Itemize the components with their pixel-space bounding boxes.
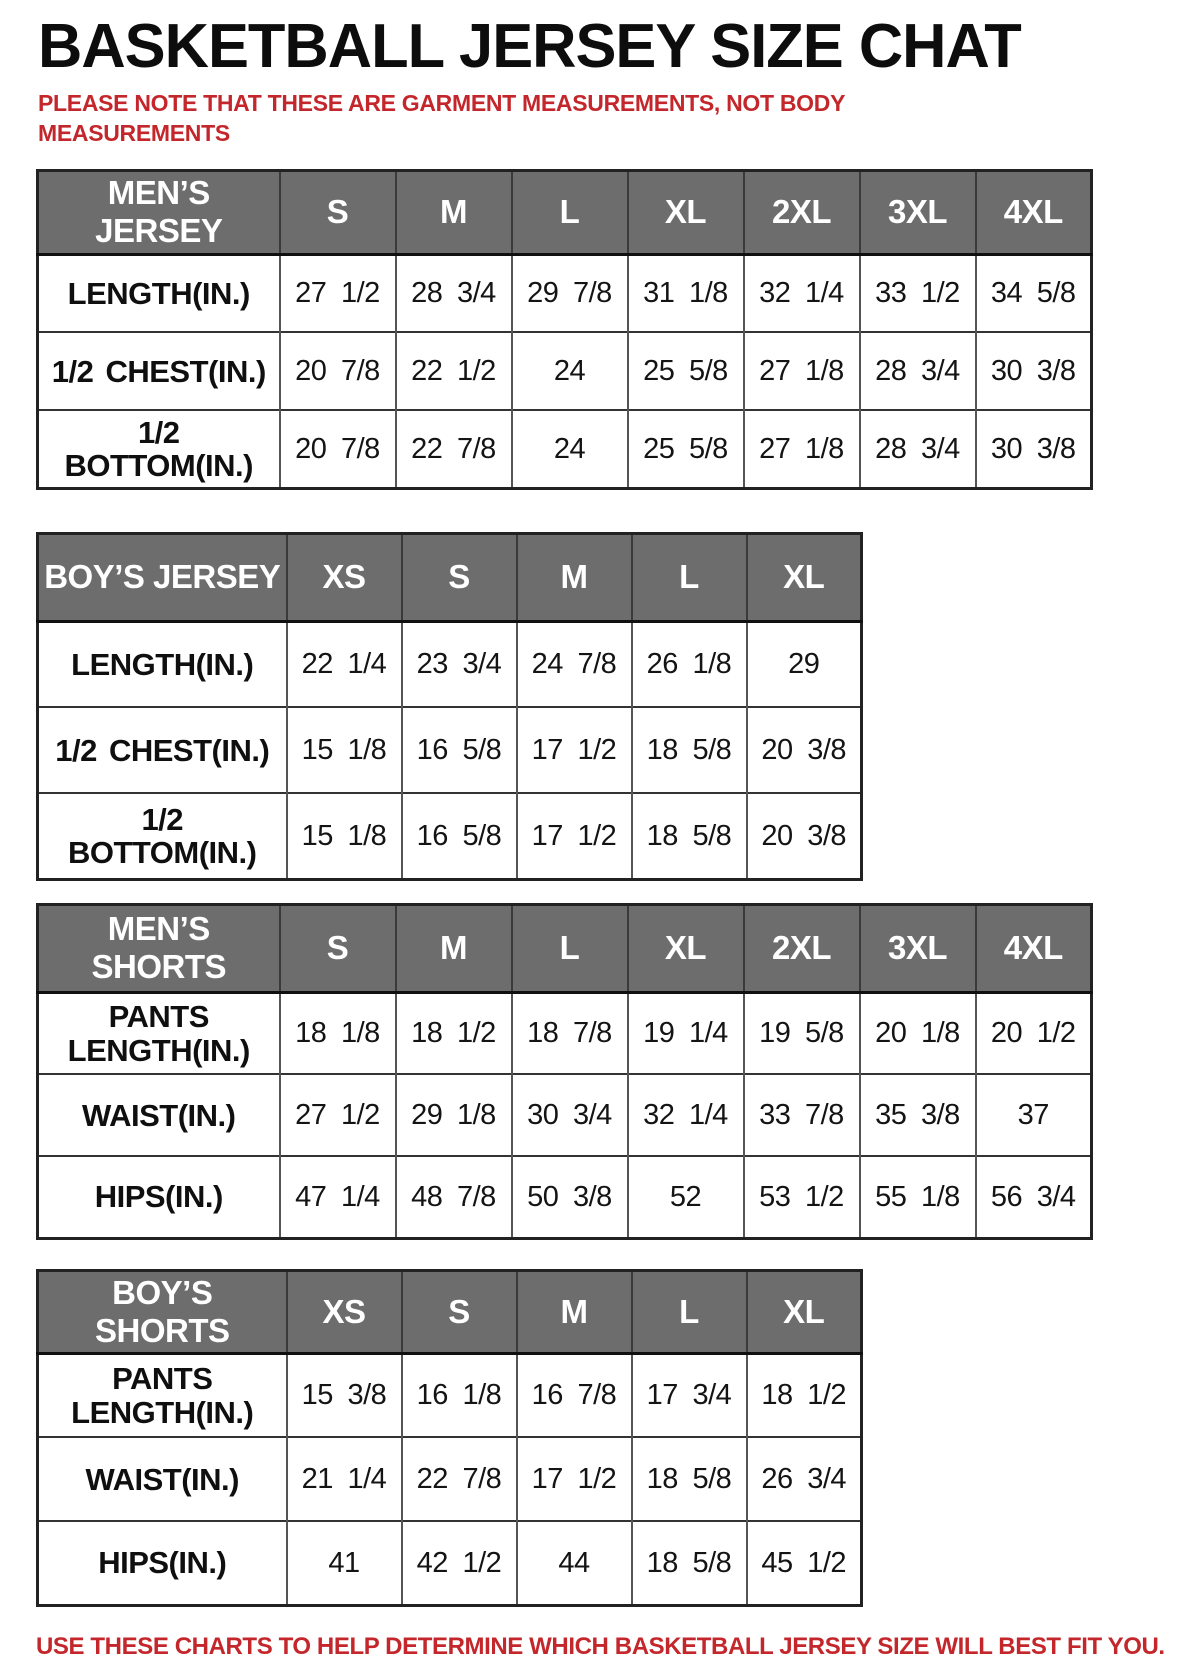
size-value: 25 5/8 [628, 410, 744, 488]
size-value: 20 7/8 [280, 410, 396, 488]
table-row [38, 1521, 862, 1605]
table-row [38, 1353, 862, 1437]
size-value: 50 3/8 [512, 1156, 628, 1238]
size-col-header: L [512, 170, 628, 254]
size-value: 16 1/8 [402, 1353, 517, 1437]
size-col-header: XS [287, 1270, 402, 1353]
boys-jersey-table [36, 532, 863, 881]
size-value: 35 3/8 [860, 1074, 976, 1156]
size-value: 18 1/2 [396, 992, 512, 1074]
size-col-header: 3XL [860, 170, 976, 254]
size-value: 33 7/8 [744, 1074, 860, 1156]
row-label: 1/2 CHEST(IN.) [55, 732, 270, 768]
size-value: 18 5/8 [632, 793, 747, 879]
row-label: WAIST(IN.) [85, 1461, 239, 1497]
table-row [38, 410, 1092, 488]
size-value: 30 3/8 [976, 410, 1092, 488]
size-value: 44 [517, 1521, 632, 1605]
size-value: 53 1/2 [744, 1156, 860, 1238]
size-value: 30 3/8 [976, 332, 1092, 410]
size-value: 18 5/8 [632, 707, 747, 793]
size-value: 23 3/4 [402, 621, 517, 707]
size-value: 31 1/8 [628, 254, 744, 332]
size-value: 27 1/8 [744, 332, 860, 410]
size-value: 20 3/8 [747, 793, 862, 879]
row-label: PANTS LENGTH(IN.) [67, 999, 250, 1068]
size-value: 18 5/8 [632, 1437, 747, 1521]
size-value: 26 1/8 [632, 621, 747, 707]
table-title: BOY’S SHORTS [38, 1270, 287, 1353]
size-value: 45 1/2 [747, 1521, 862, 1605]
size-value: 15 3/8 [287, 1353, 402, 1437]
size-value: 19 1/4 [628, 992, 744, 1074]
size-col-header: S [402, 1270, 517, 1353]
table-header-row [38, 904, 1092, 992]
size-value: 22 1/4 [287, 621, 402, 707]
size-value: 26 3/4 [747, 1437, 862, 1521]
size-col-header: L [512, 904, 628, 992]
size-value: 16 5/8 [402, 707, 517, 793]
size-col-header: 2XL [744, 904, 860, 992]
size-value: 52 [628, 1156, 744, 1238]
size-col-header: XL [747, 1270, 862, 1353]
size-value: 18 1/8 [280, 992, 396, 1074]
table-row [38, 332, 1092, 410]
row-label: 1/2 BOTTOM(IN.) [67, 801, 257, 871]
size-value: 18 1/2 [747, 1353, 862, 1437]
row-label: HIPS(IN.) [98, 1545, 227, 1581]
row-label: WAIST(IN.) [82, 1097, 236, 1133]
size-col-header: M [396, 904, 512, 992]
row-label: PANTS LENGTH(IN.) [71, 1361, 254, 1430]
size-value: 15 1/8 [287, 793, 402, 879]
size-col-header: L [632, 1270, 747, 1353]
size-value: 30 3/4 [512, 1074, 628, 1156]
boys-shorts-table [36, 1269, 863, 1607]
table-header-row [38, 533, 862, 621]
page-title: BASKETBALL JERSEY SIZE CHAT [38, 12, 1021, 81]
size-col-header: 4XL [976, 904, 1092, 992]
table-row [38, 1074, 1092, 1156]
size-value: 18 5/8 [632, 1521, 747, 1605]
size-value: 29 [747, 621, 862, 707]
size-col-header: S [280, 170, 396, 254]
row-label: LENGTH(IN.) [71, 646, 254, 682]
table-title: BOY’S JERSEY [38, 533, 287, 621]
size-col-header: XS [287, 533, 402, 621]
row-label: LENGTH(IN.) [67, 275, 250, 311]
size-col-header: S [280, 904, 396, 992]
size-value: 42 1/2 [402, 1521, 517, 1605]
size-col-header: 2XL [744, 170, 860, 254]
size-value: 29 7/8 [512, 254, 628, 332]
size-col-header: L [632, 533, 747, 621]
table-title: MEN’S SHORTS [38, 904, 280, 992]
table-header-row [38, 170, 1092, 254]
size-value: 56 3/4 [976, 1156, 1092, 1238]
row-label: 1/2 CHEST(IN.) [51, 353, 266, 389]
size-value: 27 1/8 [744, 410, 860, 488]
size-value: 28 3/4 [396, 254, 512, 332]
size-value: 55 1/8 [860, 1156, 976, 1238]
size-col-header: 4XL [976, 170, 1092, 254]
size-value: 16 5/8 [402, 793, 517, 879]
size-value: 27 1/2 [280, 254, 396, 332]
size-value: 33 1/2 [860, 254, 976, 332]
size-value: 47 1/4 [280, 1156, 396, 1238]
size-value: 48 7/8 [396, 1156, 512, 1238]
table-row [38, 793, 862, 879]
size-value: 34 5/8 [976, 254, 1092, 332]
table-row [38, 1156, 1092, 1238]
size-value: 17 1/2 [517, 707, 632, 793]
size-col-header: XL [628, 170, 744, 254]
size-value: 29 1/8 [396, 1074, 512, 1156]
size-value: 22 1/2 [396, 332, 512, 410]
mens-shorts-table [36, 903, 1093, 1240]
size-value: 32 1/4 [744, 254, 860, 332]
size-col-header: XL [747, 533, 862, 621]
mens-jersey-table [36, 169, 1093, 490]
row-label: 1/2 BOTTOM(IN.) [64, 414, 253, 484]
size-col-header: S [402, 533, 517, 621]
size-value: 41 [287, 1521, 402, 1605]
size-col-header: M [517, 533, 632, 621]
size-value: 32 1/4 [628, 1074, 744, 1156]
note-text: PLEASE NOTE THAT THESE ARE GARMENT MEASUREMENTS, NOT BODY MEASUREMENTS [38, 90, 845, 146]
size-value: 22 7/8 [396, 410, 512, 488]
size-value: 17 3/4 [632, 1353, 747, 1437]
size-value: 24 [512, 410, 628, 488]
size-col-header: 3XL [860, 904, 976, 992]
size-value: 15 1/8 [287, 707, 402, 793]
footer-text: USE THESE CHARTS TO HELP DETERMINE WHICH BASKETBALL JERSEY SIZE WILL BEST FIT YOU. [36, 1632, 1165, 1660]
size-value: 27 1/2 [280, 1074, 396, 1156]
size-col-header: M [517, 1270, 632, 1353]
size-value: 19 5/8 [744, 992, 860, 1074]
table-row [38, 621, 862, 707]
size-value: 17 1/2 [517, 793, 632, 879]
table-row [38, 1437, 862, 1521]
size-value: 20 1/8 [860, 992, 976, 1074]
size-value: 24 7/8 [517, 621, 632, 707]
size-value: 28 3/4 [860, 410, 976, 488]
table-header-row [38, 1270, 862, 1353]
size-value: 20 7/8 [280, 332, 396, 410]
size-value: 37 [976, 1074, 1092, 1156]
table-row [38, 254, 1092, 332]
size-value: 20 3/8 [747, 707, 862, 793]
size-value: 20 1/2 [976, 992, 1092, 1074]
size-value: 21 1/4 [287, 1437, 402, 1521]
size-col-header: M [396, 170, 512, 254]
size-value: 17 1/2 [517, 1437, 632, 1521]
size-col-header: XL [628, 904, 744, 992]
size-value: 28 3/4 [860, 332, 976, 410]
row-label: HIPS(IN.) [94, 1179, 223, 1215]
size-value: 22 7/8 [402, 1437, 517, 1521]
table-row [38, 992, 1092, 1074]
table-title: MEN’S JERSEY [38, 170, 280, 254]
size-value: 16 7/8 [517, 1353, 632, 1437]
size-value: 24 [512, 332, 628, 410]
size-value: 25 5/8 [628, 332, 744, 410]
size-value: 18 7/8 [512, 992, 628, 1074]
table-row [38, 707, 862, 793]
